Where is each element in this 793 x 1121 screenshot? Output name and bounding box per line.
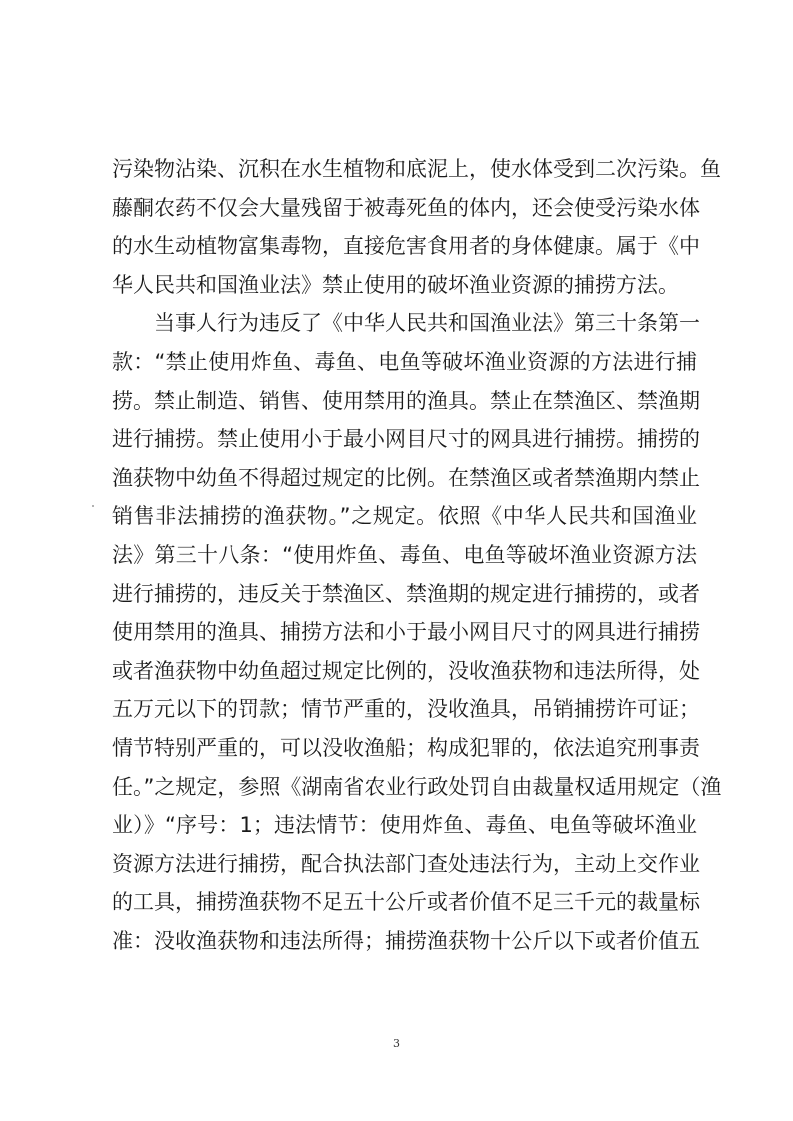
text-line-4: 华人民共和国渔业法》禁止使用的破坏渔业资源的捕捞方法。 xyxy=(112,272,679,297)
text-line-14: 或者渔获物中幼鱼超过规定比例的，没收渔获物和违法所得，处 xyxy=(112,658,700,683)
text-line-19: 资源方法进行捕捞，配合执法部门查处违法行为，主动上交作业 xyxy=(112,851,700,876)
page-number: 3 xyxy=(393,1037,400,1050)
text-line-6: 款：“禁止使用炸鱼、毒鱼、电鱼等破坏渔业资源的方法进行捕 xyxy=(112,349,697,374)
margin-mark xyxy=(92,505,94,507)
text-line-17: 任。”之规定，参照《湖南省农业行政处罚自由裁量权适用规定（渔 xyxy=(112,774,722,799)
text-line-15: 五万元以下的罚款；情节严重的，没收渔具，吊销捕捞许可证； xyxy=(112,697,700,722)
text-line-20: 的工具，捕捞渔获物不足五十公斤或者价值不足三千元的裁量标 xyxy=(112,890,700,915)
text-line-7: 捞。禁止制造、销售、使用禁用的渔具。禁止在禁渔区、禁渔期 xyxy=(112,388,700,413)
text-line-18: 业）》“序号：1；违法情节：使用炸鱼、毒鱼、电鱼等破坏渔业 xyxy=(112,813,697,838)
text-line-13: 使用禁用的渔具、捕捞方法和小于最小网目尺寸的网具进行捕捞 xyxy=(112,620,700,645)
text-line-1: 污染物沾染、沉积在水生植物和底泥上，使水体受到二次污染。鱼 xyxy=(112,157,721,181)
text-line-16: 情节特别严重的，可以没收渔船；构成犯罪的，依法追究刑事责 xyxy=(112,735,700,760)
text-line-11: 法》第三十八条：“使用炸鱼、毒鱼、电鱼等破坏渔业资源方法 xyxy=(112,542,697,567)
text-line-12: 进行捕捞的，违反关于禁渔区、禁渔期的规定进行捕捞的，或者 xyxy=(112,581,700,606)
text-line-3: 的水生动植物富集毒物，直接危害食用者的身体健康。属于《中 xyxy=(112,234,700,259)
text-line-9: 渔获物中幼鱼不得超过规定的比例。在禁渔区或者禁渔期内禁止 xyxy=(112,465,700,490)
body-text xyxy=(112,150,722,960)
text-line-5: 当事人行为违反了《中华人民共和国渔业法》第三十条第一 xyxy=(112,311,700,336)
text-line-2: 藤酮农药不仅会大量残留于被毒死鱼的体内，还会使受污染水体 xyxy=(112,195,700,220)
text-line-8: 进行捕捞。禁止使用小于最小网目尺寸的网具进行捕捞。捕捞的 xyxy=(112,427,700,452)
text-line-21: 准：没收渔获物和违法所得；捕捞渔获物十公斤以下或者价值五 xyxy=(112,928,700,953)
text-line-10: 销售非法捕捞的渔获物。”之规定。依照《中华人民共和国渔业 xyxy=(112,504,697,529)
